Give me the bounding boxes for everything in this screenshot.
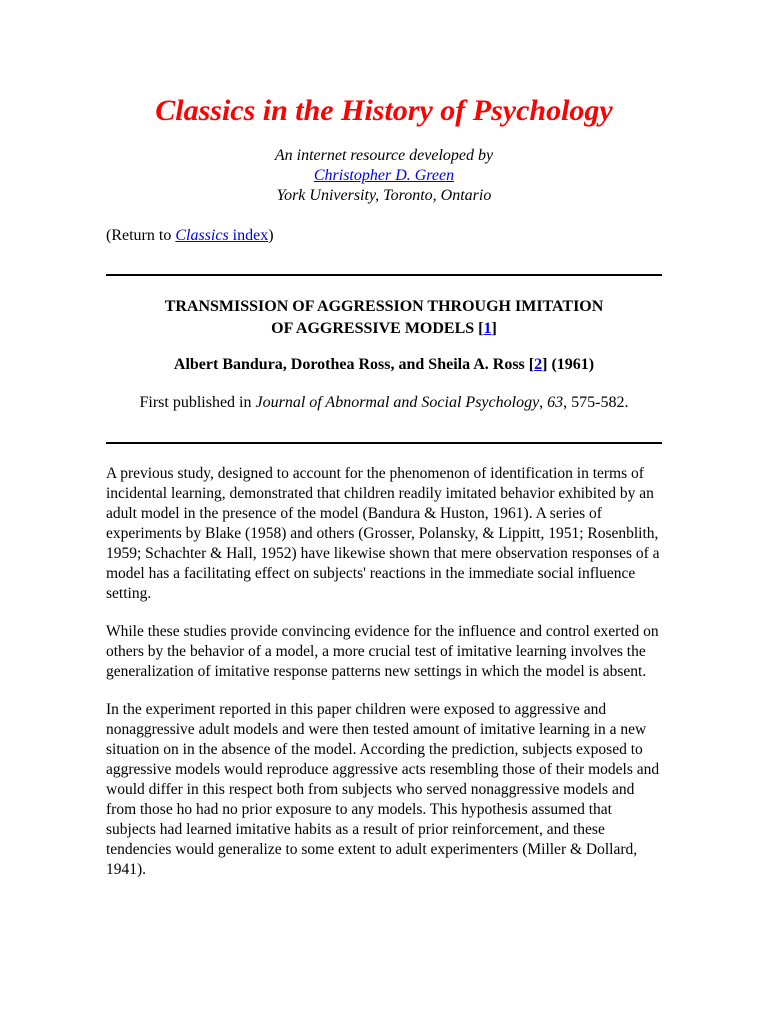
footnote-1-link[interactable]: 1 [483,320,492,337]
body-paragraph: A previous study, designed to account for the phenomenon of identification in terms of incidental learning, demonstrated that children readily imitated behavior exhibited by an adult model in the presence of the model (Bandura & Huston, 1961). A series of experiments by Blake (1958) and others (Grosser, Polansky, & Lippitt, 1951; Rosenblith, 1959; Schachter & Hall, 1952) have likewise shown that mere observation responses of a model has a facilitating effect on subjects' reactions in the immediate social influence setting. [106,465,660,602]
return-prefix: (Return to [106,227,176,244]
publication-year: (1961) [547,356,595,373]
resource-line: An internet resource developed by [274,147,494,164]
article-title-line2: OF AGGRESSIVE MODELS [271,320,479,337]
journal-name: Journal of Abnormal and Social Psychology [255,394,540,411]
article-body [106,464,662,898]
published-prefix: First published in [139,394,256,411]
institution-line: York University, Toronto, Ontario [276,187,492,204]
authors-names: Albert Bandura, Dorothea Ross, and Sheila A. Ross [173,356,529,373]
article-title-line1: TRANSMISSION OF AGGRESSION THROUGH IMITATION [164,298,604,315]
return-line [106,226,274,246]
journal-volume: 63 [547,394,564,411]
authors-line: Albert Bandura, Dorothea Ross, and Sheila A. Ross [2] (1961) [173,356,595,373]
return-suffix: ) [268,227,274,244]
divider-bottom [106,442,662,444]
journal-pages: , 575-582. [563,394,629,411]
index-link[interactable]: index [232,227,269,244]
body-paragraph: In the experiment reported in this paper children were exposed to aggressive and nonaggressive adult models and were then tested amount of imitative learning in a new situation on in the absence of the model. According the prediction, subjects exposed to aggressive models would reproduce aggressive acts resembling those of their models and would differ in this respect both from subjects who served nonaggressive models and from those ho had no prior exposure to any models. This hypothesis assumed that subjects had learned imitative habits as a result of prior reinforcement, and these tendencies would generalize to some extent to adult experimenters (Miller & Dollard, 1941). [106,701,660,878]
classics-link[interactable]: Classics [175,227,229,244]
credits-block [0,146,768,206]
publication-info: First published in Journal of Abnormal and Social Psychology, 63, 575-582. [139,394,629,411]
footnote-2-link[interactable]: 2 [534,356,543,373]
divider-top [106,274,662,276]
developer-link[interactable]: Christopher D. Green [313,167,455,184]
body-paragraph: While these studies provide convincing evidence for the influence and control exerted on others by the behavior of a model, a more crucial test of imitative learning involves the generalization of imitative response patterns new settings in which the model is absent. [106,623,659,680]
site-title: Classics in the History of Psychology [155,94,613,127]
article-title: TRANSMISSION OF AGGRESSION THROUGH IMITATION OF AGGRESSIVE MODELS [1] [164,298,604,337]
